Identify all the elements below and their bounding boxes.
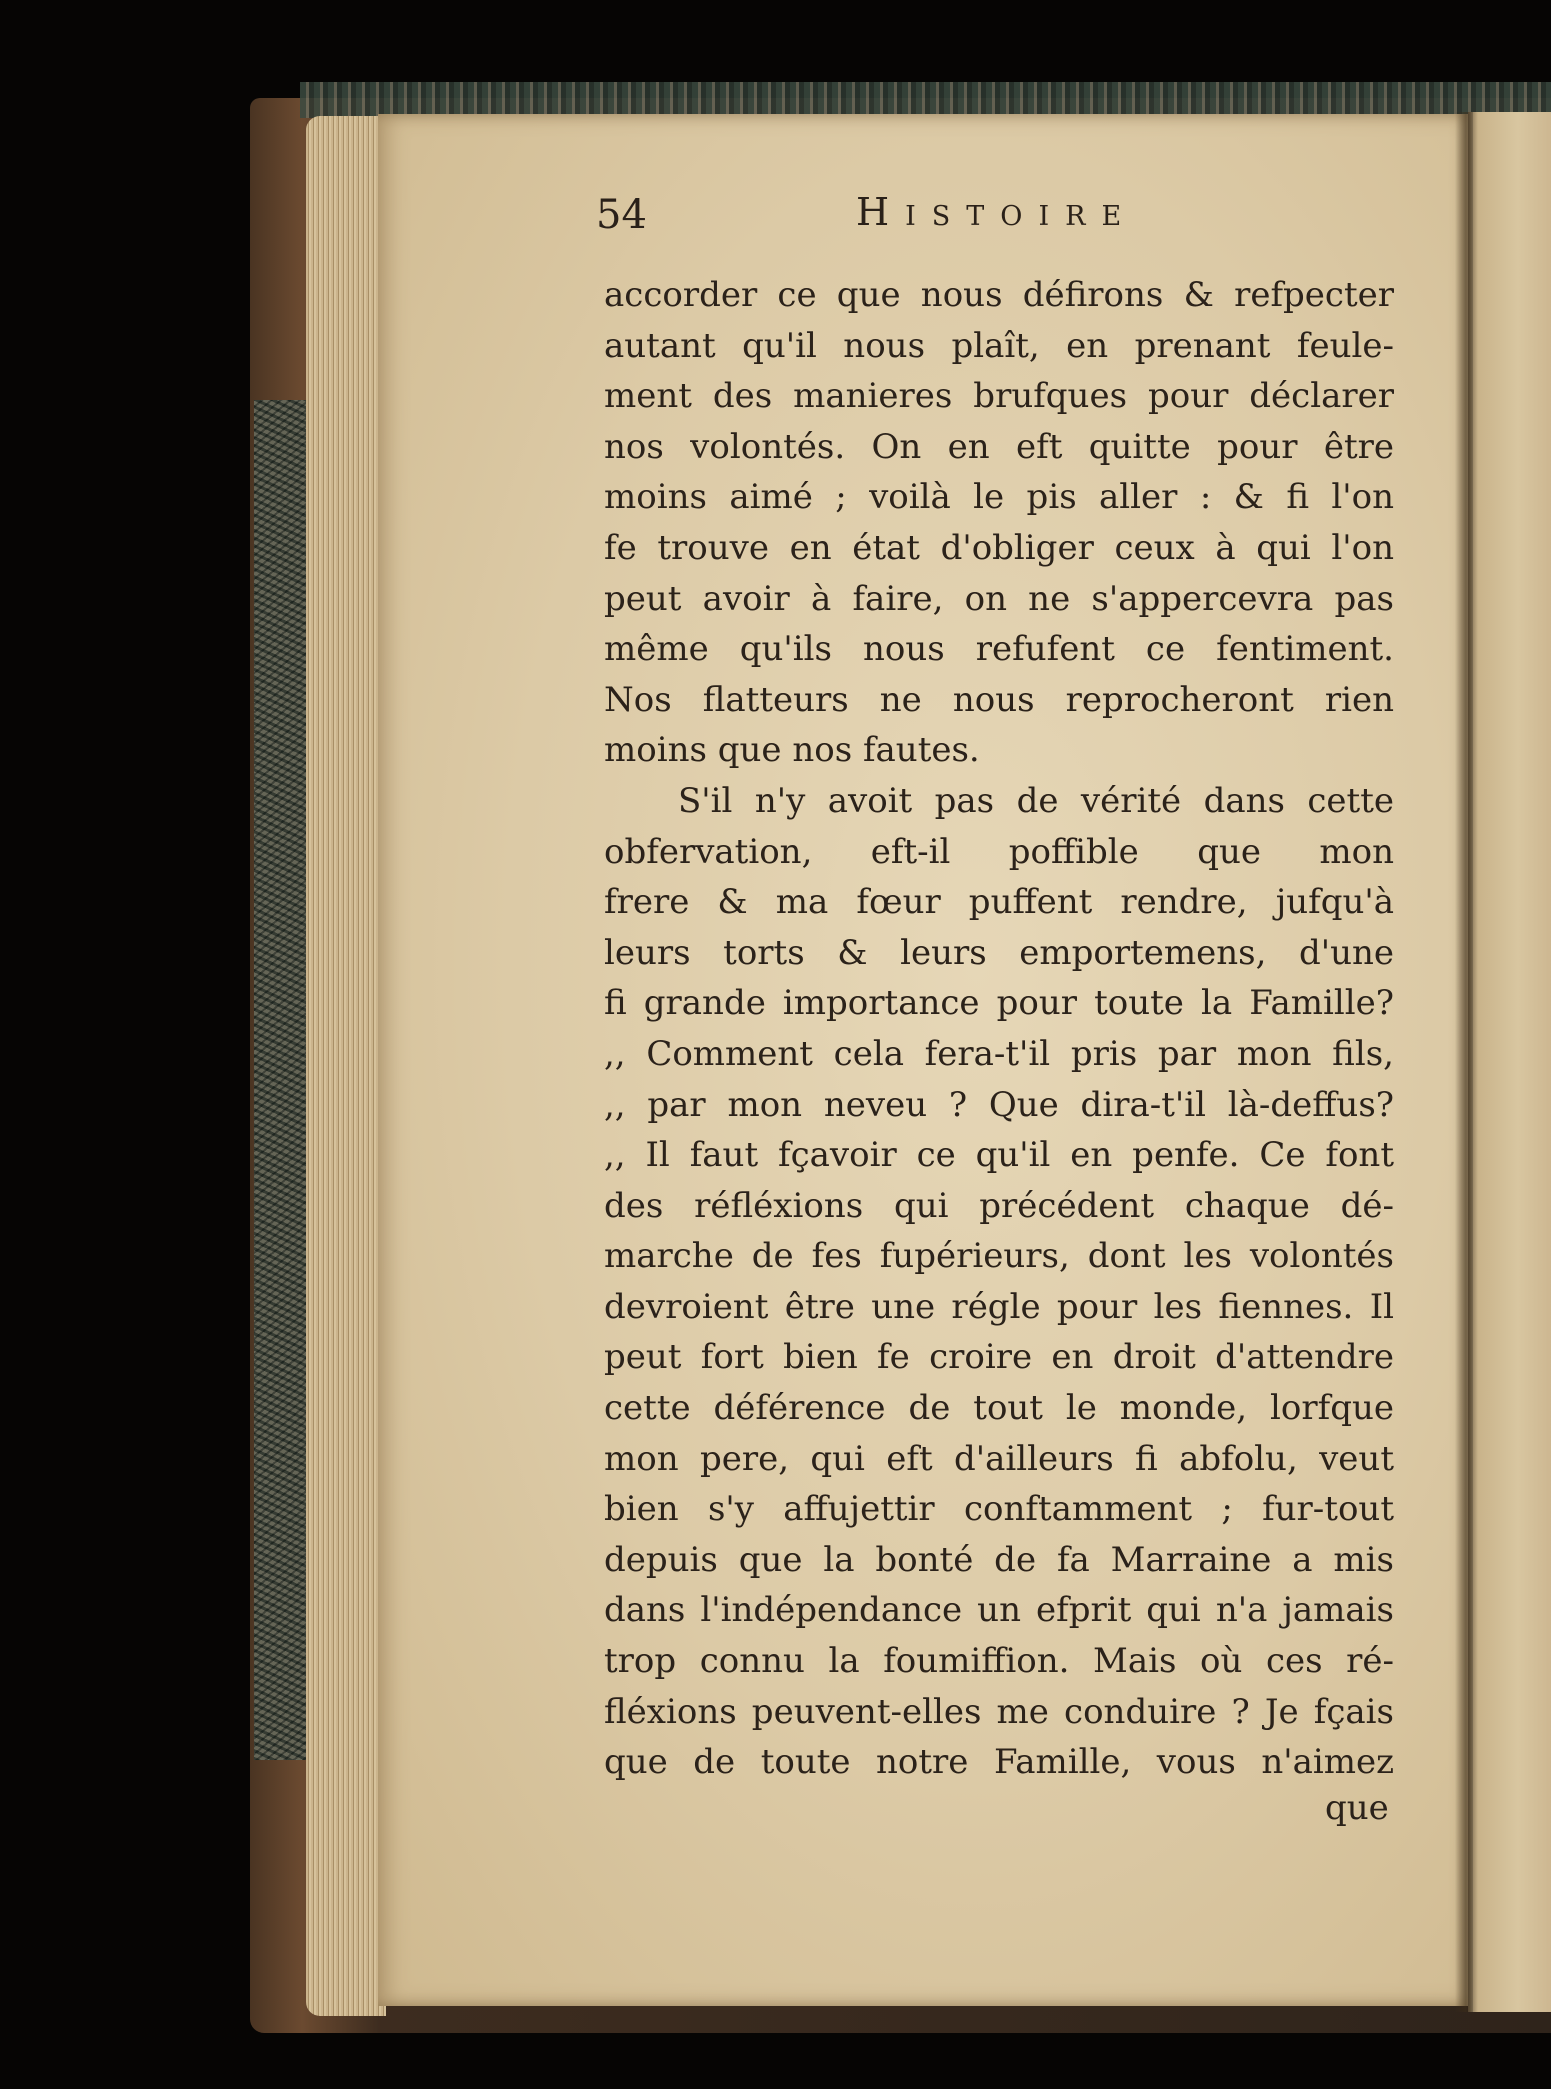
- text-line: peut avoir à faire, on ne s'appercevra pas: [604, 578, 1394, 619]
- text-line: obfervation, eft-il poffible que mon: [604, 831, 1394, 872]
- text-line: Nos flatteurs ne nous reprocheront rien: [604, 679, 1394, 720]
- page-header: [596, 186, 1156, 246]
- book-top-edge: [300, 82, 1551, 118]
- text-line: même qu'ils nous refufent ce fentiment.: [604, 629, 1394, 670]
- text-line: nos volontés. On en eft quitte pour être: [604, 426, 1394, 467]
- marbled-binding: [254, 400, 314, 1760]
- page-number: 54: [596, 192, 647, 238]
- running-title: Histoire: [856, 190, 1138, 234]
- text-line: mon pere, qui eft d'ailleurs fi abfolu, veut: [604, 1438, 1394, 1479]
- text-line: accorder ce que nous défirons & refpecter: [604, 275, 1394, 315]
- text-line: autant qu'il nous plaît, en prenant feule-: [604, 325, 1394, 366]
- text-line: marche de fes fupérieurs, dont les volontés: [604, 1236, 1394, 1277]
- text-line: cette déférence de tout le monde, lorfque: [604, 1388, 1394, 1429]
- text-line: ,, par mon neveu ? Que dira-t'il là-deffus?: [604, 1084, 1394, 1125]
- catchword: que: [1325, 1788, 1389, 1828]
- text-line: peut fort bien fe croire en droit d'attendre: [604, 1337, 1394, 1378]
- text-line: depuis que la bonté de fa Marraine a mis: [604, 1539, 1394, 1580]
- text-line: ment des manieres brufques pour déclarer: [604, 376, 1394, 417]
- paragraph-start-line: S'il n'y avoit pas de vérité dans cette: [678, 780, 1394, 821]
- text-line: que de toute notre Famille, vous n'aimez: [604, 1742, 1394, 1783]
- text-line: ,, Il faut fçavoir ce qu'il en penfe. Ce font: [604, 1135, 1394, 1176]
- text-line: ,, Comment cela fera-t'il pris par mon fils,: [604, 1033, 1394, 1074]
- facing-page-edge: [1468, 112, 1551, 2012]
- text-line: des réfléxions qui précédent chaque dé-: [604, 1185, 1394, 1226]
- text-line: fe trouve en état d'obliger ceux à qui l'on: [604, 527, 1394, 568]
- text-line: fi grande importance pour toute la Famille?: [604, 983, 1394, 1024]
- page-edges: [306, 116, 386, 2016]
- page-text: [604, 270, 1394, 1788]
- text-line: trop connu la foumiffion. Mais où ces ré-: [604, 1641, 1394, 1682]
- text-line: moins aimé ; voilà le pis aller : & fi l'on: [604, 477, 1394, 518]
- text-line: devroient être une régle pour les fiennes. Il: [604, 1286, 1394, 1327]
- text-line: frere & ma fœur puffent rendre, jufqu'à: [604, 882, 1394, 923]
- page-gutter: [1455, 112, 1473, 2012]
- text-line: leurs torts & leurs emportemens, d'une: [604, 932, 1394, 973]
- text-line: fléxions peuvent-elles me conduire ? Je fçais: [604, 1691, 1394, 1732]
- text-line: moins que nos fautes.: [604, 730, 980, 771]
- text-line: dans l'indépendance un efprit qui n'a jamais: [604, 1590, 1394, 1631]
- text-line: bien s'y affujettir conftamment ; fur-tout: [604, 1489, 1394, 1530]
